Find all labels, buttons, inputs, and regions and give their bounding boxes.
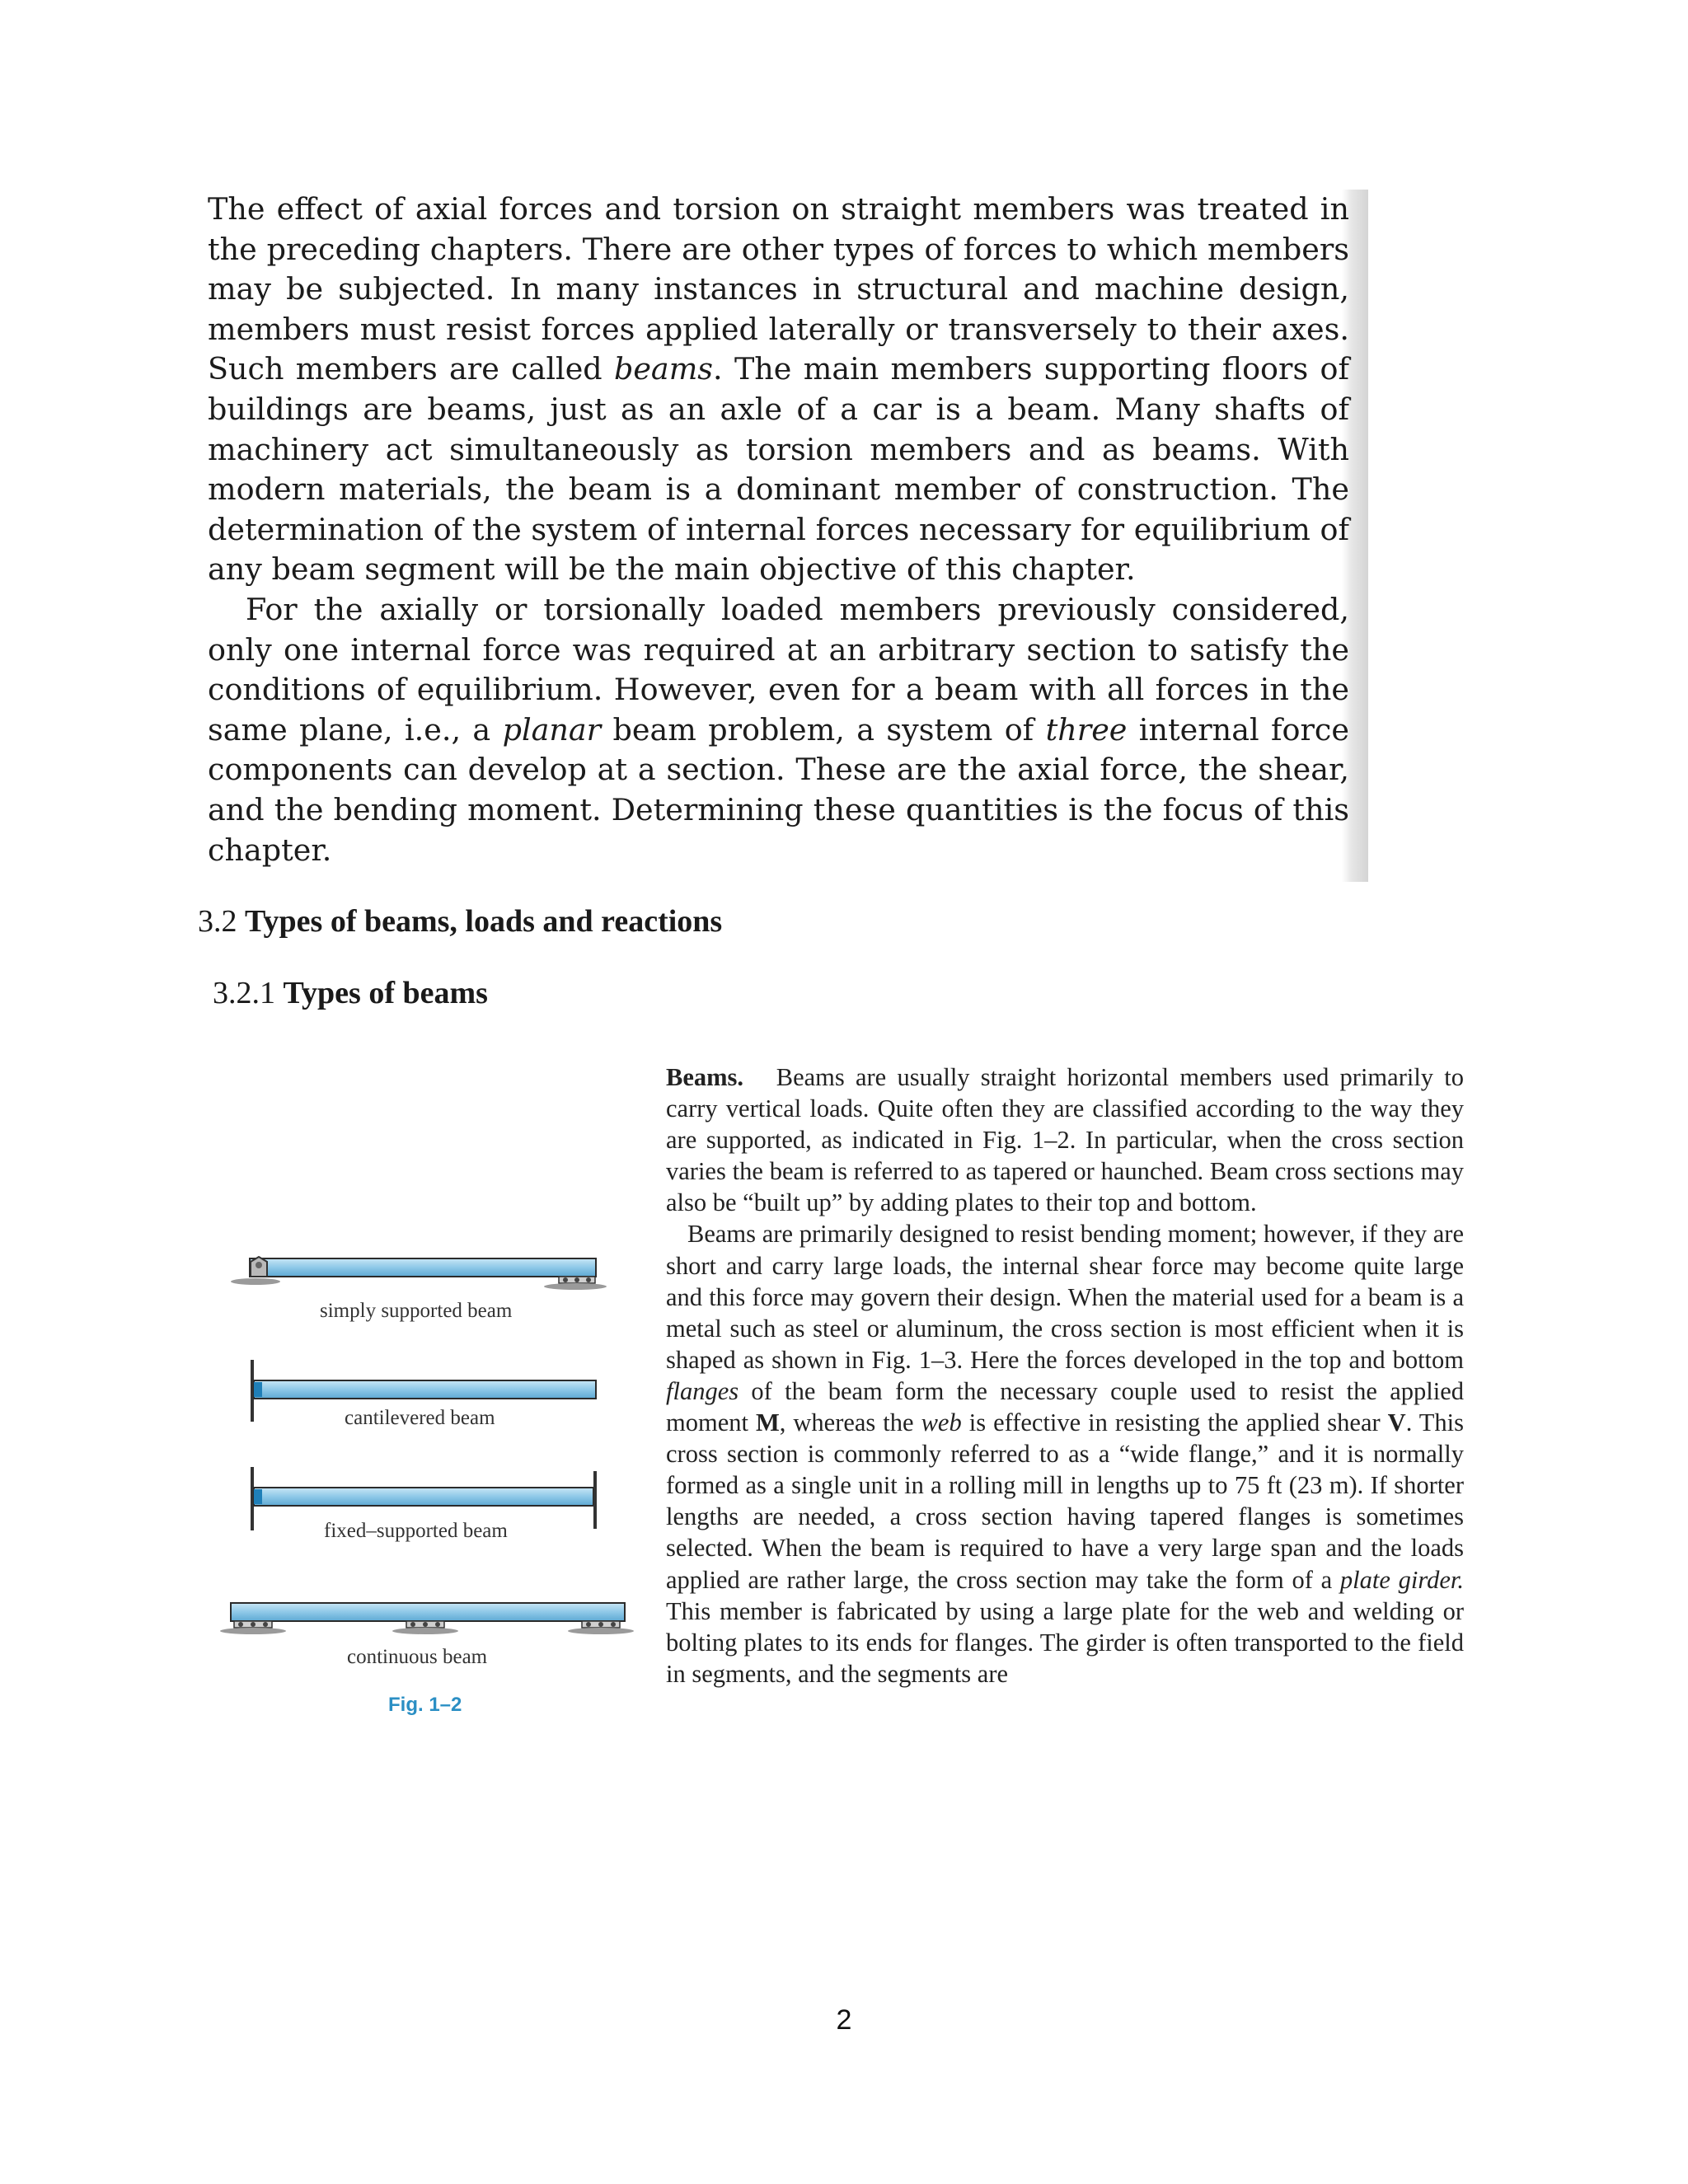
beam-diagrams	[213, 1249, 649, 1760]
continuous-beam	[220, 1603, 634, 1634]
body-paragraph-2	[666, 1218, 1464, 1689]
caption-fixed-supported: fixed–supported beam	[324, 1520, 508, 1542]
subsection-title: Types of beams	[283, 976, 488, 1010]
body-p2-text-c: , whereas the	[779, 1408, 921, 1437]
caption-simply-supported: simply supported beam	[320, 1300, 513, 1322]
body-symbol-moment: M	[755, 1408, 780, 1437]
intro-paragraph-1	[208, 190, 1349, 590]
intro-p1-text-a: The effect of axial forces and torsion on straight members was treated in the preceding chapters. There are other types of forces to which members may be subjected. In many instances in structural and machine design, members must resist forces applied laterally or transversely to their axes. Such members are called	[208, 191, 1349, 387]
intro-p2-text-c: internal force components can develop at a section. These are the axial force, the shear, and the bending moment. Determining these quantities is the focus of this chapter.	[208, 711, 1349, 868]
scanned-intro-excerpt	[198, 190, 1368, 882]
intro-p1-emphasis-beams: beams	[613, 351, 714, 387]
intro-p1-text-b: . The main members supporting floors of buildings are beams, just as an axle of a car is a beam. Many shafts of machinery act simultaneously as torsion members and as beams. With modern materials, the beam is a dominant member of construction. The determination of the system of internal forces necessary for equilibrium of any beam segment will be the main objective of this chapter.	[208, 351, 1349, 588]
body-p2-text-d: is effective in resisting the applied shear	[961, 1408, 1388, 1437]
roller-support-icon	[220, 1621, 286, 1634]
body-emphasis-flanges: flanges	[666, 1376, 739, 1405]
subsection-heading	[213, 974, 488, 1012]
beam-types-figure	[213, 1249, 649, 1760]
body-p2-text-b: of the beam form the necessary couple used to resist the applied moment	[666, 1376, 1464, 1437]
page-number: 2	[836, 2004, 852, 2036]
simply-supported-beam	[231, 1257, 607, 1290]
intro-p2-emphasis-three: three	[1045, 711, 1128, 748]
body-p2-text-f: This member is fabricated by using a large plate for the web and welding or bolting plates to its ends for flanges. The girder is often transported to the field in segments, and the segments are	[666, 1596, 1464, 1688]
subsection-number: 3.2.1	[213, 976, 275, 1010]
roller-support-icon	[568, 1621, 634, 1634]
body-symbol-shear: V	[1387, 1408, 1406, 1437]
body-p2-text-e: . This cross section is commonly referred to as a “wide flange,” and it is normally formed as a single unit in a rolling mill in lengths up to 75 ft (23 m). If shorter lengths are needed, a cross section having tapered flanges is sometimes selected. When the beam is required to have a very large span and the loads applied are rather large, the cross section may take the form of a	[666, 1408, 1464, 1594]
figure-label: Fig. 1–2	[388, 1694, 462, 1716]
caption-continuous: continuous beam	[347, 1646, 488, 1668]
intro-paragraph-2	[208, 590, 1349, 870]
body-paragraph-1	[666, 1062, 1464, 1218]
beams-body-text	[666, 1062, 1464, 1690]
intro-p2-text-b: beam problem, a system of	[601, 711, 1046, 748]
body-emphasis-plate-girder: plate girder.	[1339, 1565, 1464, 1594]
roller-support-icon	[392, 1621, 458, 1634]
section-heading	[198, 902, 722, 940]
body-emphasis-web: web	[921, 1408, 962, 1437]
caption-cantilevered: cantilevered beam	[345, 1407, 495, 1429]
body-p2-text-a: Beams are primarily designed to resist bending moment; however, if they are short and carry large loads, the internal shear force may become quite large and this force may govern their design. When the material used for a beam is a metal such as steel or aluminum, the cross section is most efficient when it is shaped as shown in Fig. 1–3. Here the forces developed in the top and bottom	[666, 1220, 1464, 1374]
roller-support-icon	[544, 1277, 607, 1290]
body-lead-beams: Beams.	[666, 1063, 744, 1091]
intro-p2-text-a: For the axially or torsionally loaded members previously considered, only one internal force was required at an arbitrary section to satisfy the conditions of equilibrium. However, even for a beam with all forces in the same plane, i.e., a	[208, 591, 1349, 748]
intro-p2-emphasis-planar: planar	[502, 711, 602, 748]
section-title: Types of beams, loads and reactions	[245, 904, 723, 939]
intro-text	[208, 190, 1349, 870]
section-number: 3.2	[198, 904, 237, 939]
body-p1-text: Beams are usually straight horizontal members used primarily to carry vertical loads. Quite often they are classified according to the way they are supported, as indicated in Fig. 1–2. In particular, when the cross section varies the beam is referred to as tapered or haunched. Beam cross sections may also be “built up” by adding plates to their top and bottom.	[666, 1063, 1465, 1217]
